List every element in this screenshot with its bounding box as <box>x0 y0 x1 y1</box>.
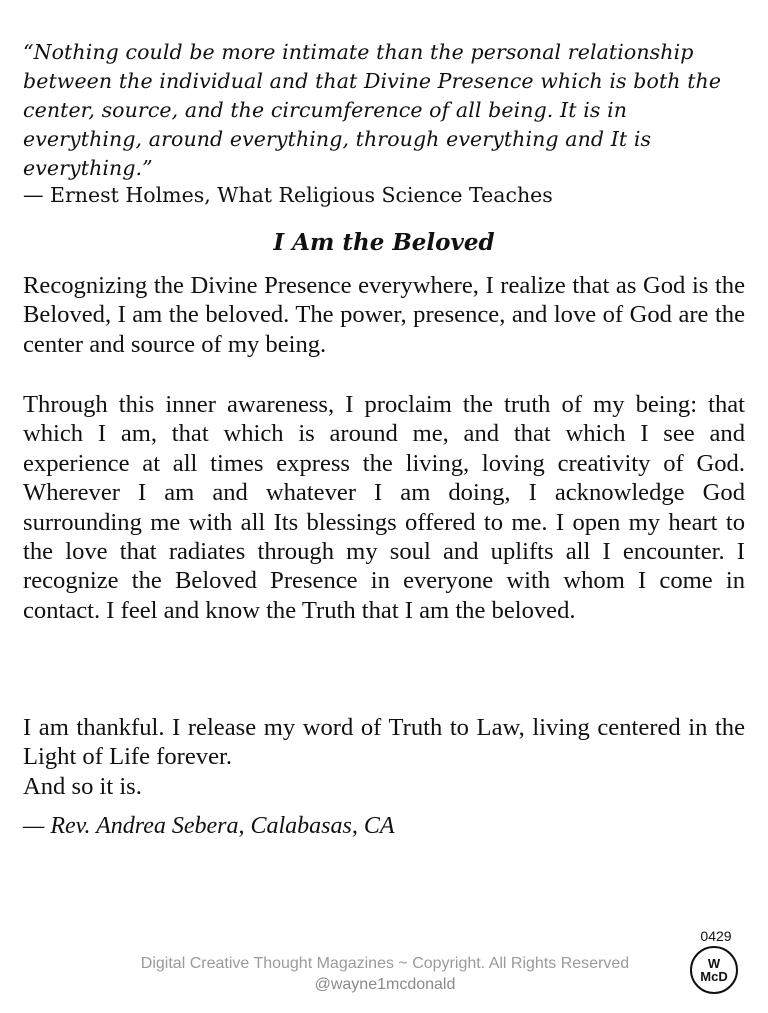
paragraph-thanksgiving: I am thankful. I release my word of Truth to Law, living centered in the Light of Life forever. <box>23 714 745 771</box>
wmcd-logo-icon <box>690 946 738 994</box>
opening-quote: “Nothing could be more intimate than the personal relationship between the individual and that Divine Presence which is both the center, source, and the circumference of all being. It is in everything, around everything, through everything and It is everything.” <box>23 40 722 180</box>
paragraph-closing: And so it is. <box>23 773 142 800</box>
paragraph-realization: Through this inner awareness, I proclaim the truth of my being: that which I am, that which is around me, and that which I see and experience at all times express the living, loving creativity of God. Wherever I am and whatever I am doing, I acknowledge God surrounding me with all Its blessings offered to me. I open my heart to the love that radiates through my soul and uplifts all I encounter. I recognize the Beloved Presence in everyone with whom I come in contact. I feel and know the Truth that I am the beloved. <box>23 391 745 624</box>
footer-handle: @wayne1mcdonald <box>314 976 456 993</box>
footer-copyright: Digital Creative Thought Magazines ~ Copyright. All Rights Reserved <box>140 955 630 972</box>
issue-code: 0429 <box>700 928 732 944</box>
quote-attribution: — Ernest Holmes, What Religious Science Teaches <box>23 183 553 207</box>
logo-line-1: W <box>707 956 721 971</box>
logo-line-2: McD <box>700 969 728 984</box>
author-signature: — Rev. Andrea Sebera, Calabasas, CA <box>23 813 395 839</box>
page-title: I Am the Beloved <box>273 229 495 256</box>
paragraph-recognition: Recognizing the Divine Presence everywhere, I realize that as God is the Beloved, I am the beloved. The power, presence, and love of God are the center and source of my being. <box>23 272 745 358</box>
